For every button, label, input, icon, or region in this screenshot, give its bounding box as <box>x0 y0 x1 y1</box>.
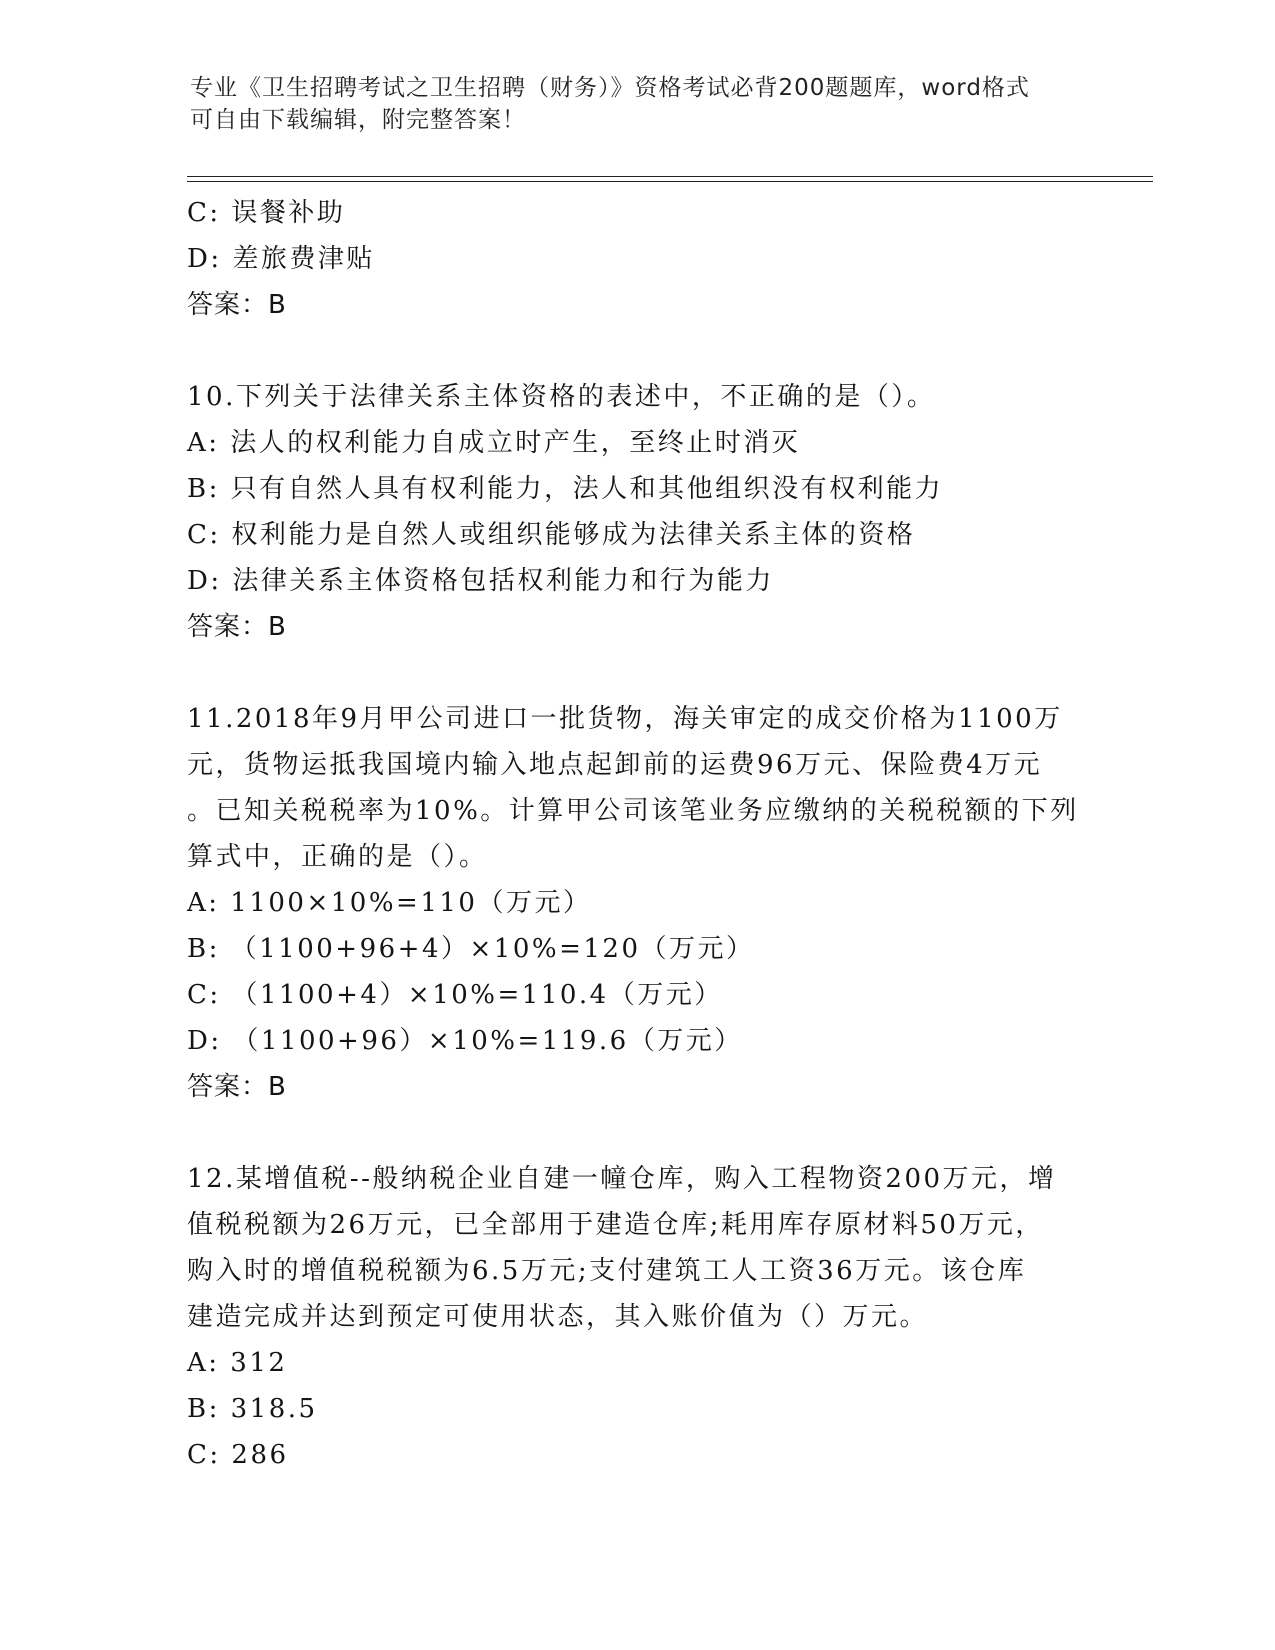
header-title-line-1: 专业《卫生招聘考试之卫生招聘（财务）》资格考试必背200题题库，word格式 <box>190 75 1030 101</box>
question-10 <box>187 374 1087 650</box>
question-stem-line: 购入时的增值税税额为6.5万元;支付建筑工人工资36万元。该仓库 <box>187 1256 1027 1286</box>
option-d: D: 法律关系主体资格包括权利能力和行为能力 <box>187 566 774 596</box>
answer-line: 答案：B <box>187 290 287 320</box>
option-c: C: 286 <box>187 1440 289 1470</box>
question-stem-line: 12.某增值税--般纳税企业自建一幢仓库，购入工程物资200万元，增 <box>187 1164 1057 1194</box>
option-b: B: 318.5 <box>187 1394 318 1424</box>
question-stem-line: 。已知关税税率为10%。计算甲公司该笔业务应缴纳的关税税额的下列 <box>187 796 1079 826</box>
spacer <box>187 328 1087 374</box>
question-stem: 10.下列关于法律关系主体资格的表述中，不正确的是（）。 <box>187 382 936 412</box>
option-a: A: 312 <box>187 1348 288 1378</box>
header-divider-top <box>187 176 1153 177</box>
spacer <box>187 1110 1087 1156</box>
question-stem-line: 算式中，正确的是（）。 <box>187 842 488 872</box>
answer-line: 答案：B <box>187 612 287 642</box>
spacer <box>187 650 1087 696</box>
page-header <box>190 72 1070 136</box>
previous-question <box>187 190 1087 328</box>
header-divider-bottom <box>187 181 1153 182</box>
header-title-line-2: 可自由下载编辑，附完整答案！ <box>190 107 526 133</box>
question-stem-line: 11.2018年9月甲公司进口一批货物，海关审定的成交价格为1100万 <box>187 704 1063 734</box>
option-d: D: （1100+96）×10%=119.6（万元） <box>187 1026 743 1056</box>
question-stem-line: 值税税额为26万元，已全部用于建造仓库;耗用库存原材料50万元， <box>187 1210 1044 1240</box>
option-b: B: （1100+96+4）×10%=120（万元） <box>187 934 755 964</box>
option-d: D: 差旅费津贴 <box>187 244 375 274</box>
option-a: A: 法人的权利能力自成立时产生，至终止时消灭 <box>187 428 801 458</box>
option-c: C: 误餐补助 <box>187 198 346 228</box>
answer-line: 答案：B <box>187 1072 287 1102</box>
question-11 <box>187 696 1087 1110</box>
question-content <box>187 190 1087 1478</box>
option-b: B: 只有自然人具有权利能力，法人和其他组织没有权利能力 <box>187 474 944 504</box>
option-c: C: 权利能力是自然人或组织能够成为法律关系主体的资格 <box>187 520 916 550</box>
option-a: A: 1100×10%=110（万元） <box>187 888 592 918</box>
question-stem-line: 建造完成并达到预定可使用状态，其入账价值为（）万元。 <box>187 1302 929 1332</box>
option-c: C: （1100+4）×10%=110.4（万元） <box>187 980 723 1010</box>
question-12 <box>187 1156 1087 1478</box>
question-stem-line: 元，货物运抵我国境内输入地点起卸前的运费96万元、保险费4万元 <box>187 750 1043 780</box>
